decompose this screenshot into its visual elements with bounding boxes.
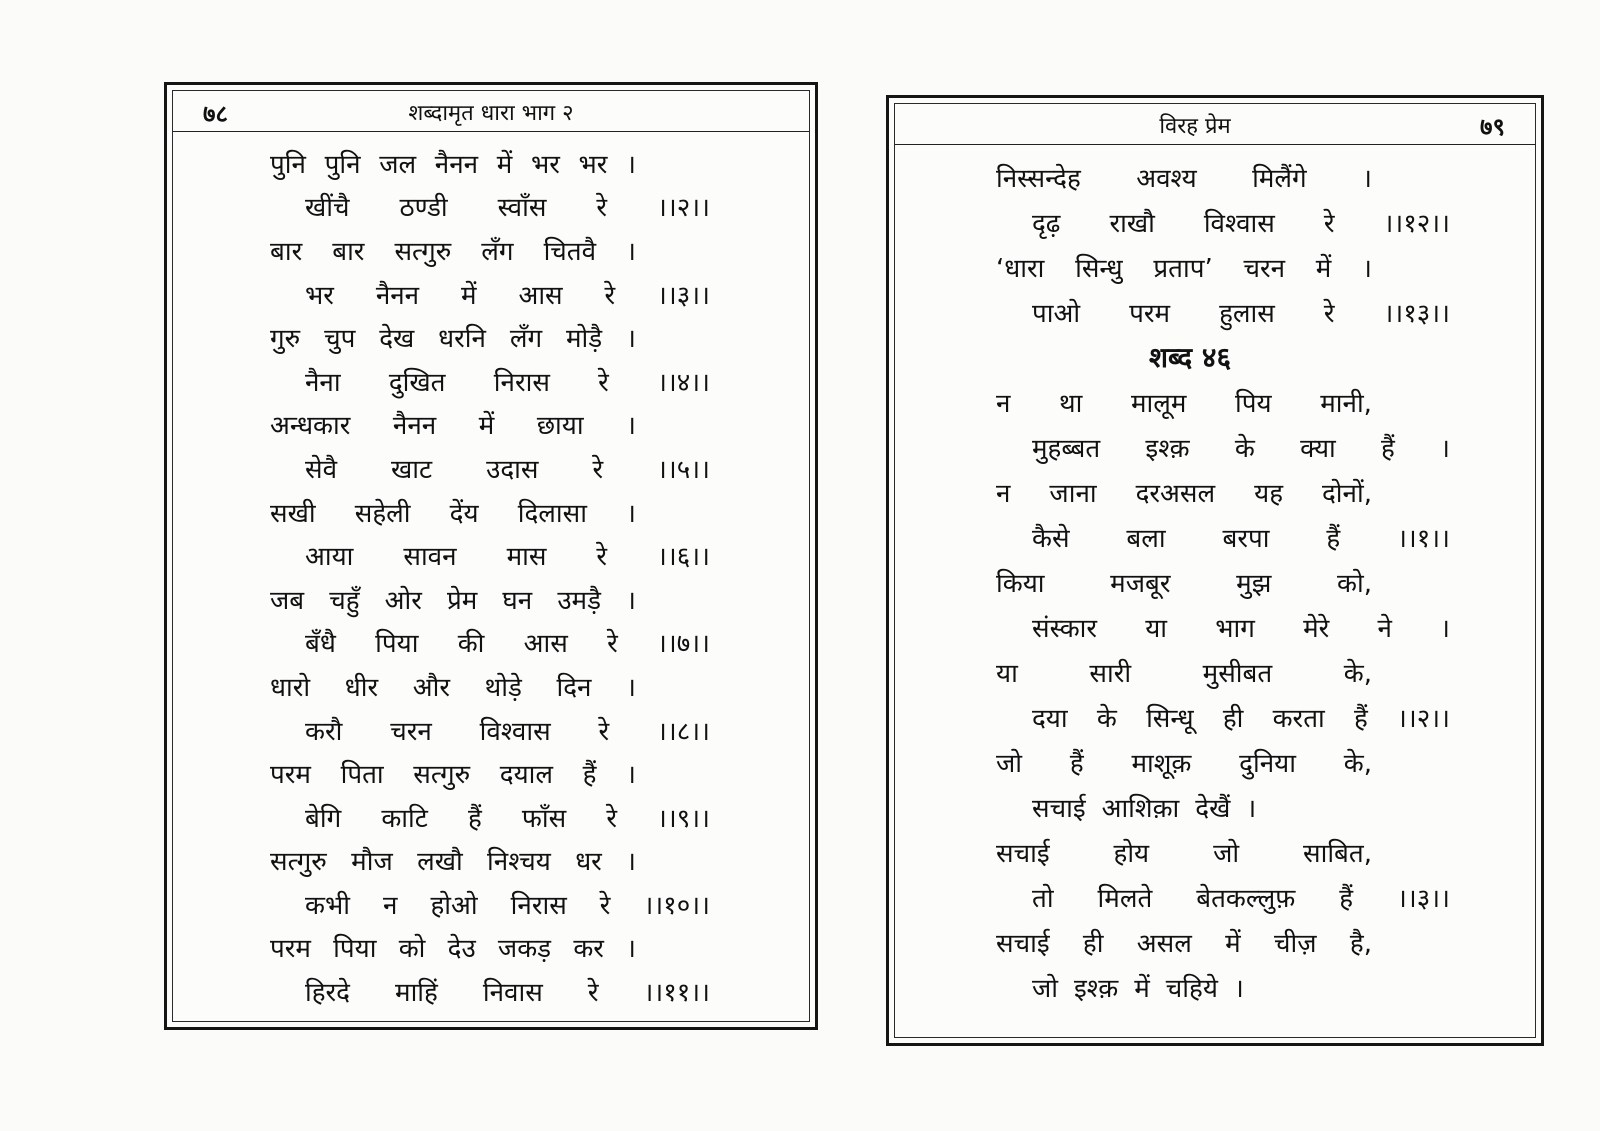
- verse-word: ।: [1246, 793, 1257, 824]
- verse-word: काटि: [381, 803, 428, 834]
- verse-word: जाना: [1049, 478, 1097, 509]
- verse-word: अन्धकार: [270, 411, 351, 442]
- verse-word: सखी: [270, 498, 316, 529]
- verse-word: भर: [305, 280, 334, 311]
- verse-word: ।।९।।: [657, 803, 710, 834]
- verse-word: इश्क़: [1145, 433, 1190, 464]
- verse-word: देखैं: [1195, 793, 1231, 824]
- verse-word: मिलते: [1097, 883, 1153, 914]
- verse-word: को: [398, 934, 426, 965]
- verse-word: लखौ: [417, 847, 463, 878]
- verse-line: [270, 751, 636, 795]
- verse-word: ।।१।।: [1397, 523, 1450, 554]
- verse-word: सत्गुरु: [270, 847, 327, 878]
- verse-line: [305, 882, 710, 926]
- verse-word: यह: [1254, 478, 1283, 509]
- verse-word: मुझ: [1236, 568, 1272, 599]
- verse-word: रे: [604, 280, 616, 311]
- verse-line: [305, 359, 710, 403]
- verse-word: सेवै: [305, 454, 338, 485]
- verse-word: दुखित: [388, 367, 446, 398]
- verse-word: ।: [626, 498, 636, 529]
- verse-word: ।।६।।: [657, 542, 710, 573]
- verse-word: धीर: [344, 672, 379, 703]
- verse-word: रे: [596, 193, 608, 224]
- verse-word: हैं: [1339, 883, 1354, 914]
- right-page-header: [895, 104, 1535, 145]
- left-page: [164, 82, 818, 1030]
- verse-word: जो: [1032, 973, 1059, 1004]
- verse-word: खींचै: [305, 193, 350, 224]
- verse-word: चरन: [390, 716, 432, 747]
- verse-word: मौज: [351, 847, 393, 878]
- verse-word: रे: [592, 454, 604, 485]
- verse-word: रे: [607, 629, 618, 660]
- verse-word: सारी: [1089, 658, 1132, 689]
- verse-word: ।: [1233, 973, 1244, 1004]
- verse-word: नैनन: [434, 149, 479, 180]
- verse-word: चीज़: [1274, 928, 1317, 959]
- verse-word: कैसे: [1032, 523, 1070, 554]
- verse-word: धारो: [270, 672, 311, 703]
- verse-word: दिन: [556, 672, 592, 703]
- verse-word: होओ: [430, 890, 478, 921]
- verse-word: बरपा: [1222, 523, 1270, 554]
- verse-word: आस: [523, 629, 568, 660]
- verse-word: ।: [626, 585, 636, 616]
- verse-word: ठण्डी: [399, 193, 448, 224]
- verse-word: हैं: [1381, 433, 1395, 464]
- verse-word: बँधै: [305, 629, 336, 660]
- verse-word: ।।३।।: [1397, 883, 1450, 914]
- verse-line: [1032, 694, 1450, 739]
- verse-word: दरअसल: [1135, 478, 1216, 509]
- verse-word: असल: [1136, 928, 1192, 959]
- verse-word: ।: [626, 760, 636, 791]
- verse-word: राखौ: [1109, 208, 1155, 239]
- verse-word: को,: [1337, 568, 1372, 599]
- verse-word: न: [383, 890, 398, 921]
- verse-word: रे: [606, 803, 617, 834]
- verse-word: चरन: [1243, 253, 1286, 284]
- verse-word: निस्सन्देह: [996, 163, 1081, 194]
- verse-word: देउ: [447, 934, 476, 965]
- verse-word: माहिं: [395, 978, 438, 1009]
- verse-word: आशिक़ा: [1101, 793, 1180, 824]
- verse-word: ।: [1440, 433, 1450, 464]
- verse-line: [1032, 514, 1450, 559]
- verse-word: में: [478, 411, 495, 442]
- verse-line: [305, 533, 710, 577]
- verse-word: मिलैंगे: [1252, 163, 1307, 194]
- verse-word: दुनिया: [1239, 748, 1296, 779]
- verse-word: दोनों,: [1321, 478, 1372, 509]
- verse-word: हैं: [1069, 748, 1084, 779]
- verse-word: हिरदे: [305, 978, 350, 1009]
- verse-word: ओर: [384, 585, 422, 616]
- verse-word: मेरे: [1303, 613, 1330, 644]
- verse-word: रे: [587, 978, 599, 1009]
- verse-line: [996, 559, 1372, 604]
- verse-word: देंय: [449, 498, 479, 529]
- verse-word: नैना: [305, 367, 341, 398]
- verse-word: ।: [1440, 613, 1450, 644]
- verse-word: संस्कार: [1032, 613, 1098, 644]
- verse-word: नैनन: [392, 411, 437, 442]
- verse-word: चहिये: [1165, 973, 1218, 1004]
- verse-line: [996, 154, 1372, 199]
- verse-line: [996, 649, 1372, 694]
- verse-word: जकड़: [497, 934, 552, 965]
- right-page-number: ७९: [1480, 113, 1505, 141]
- verse-word: ।।५।।: [657, 454, 710, 485]
- verse-word: ।: [626, 149, 636, 180]
- verse-word: सत्गुरु: [413, 760, 471, 791]
- verse-word: जब: [270, 585, 305, 616]
- verse-line: [305, 708, 710, 752]
- verse-word: परम: [270, 760, 311, 791]
- verse-line: [1032, 289, 1450, 334]
- verse-word: सचाई: [996, 838, 1050, 869]
- verse-word: भर: [578, 149, 608, 180]
- right-page-header-title: विरह प्रेम: [1159, 114, 1231, 139]
- verse-line: [1032, 784, 1450, 829]
- verse-line: [305, 185, 710, 229]
- verse-word: ‘धारा: [996, 253, 1045, 284]
- verse-line: [270, 926, 636, 970]
- verse-word: तो: [1032, 883, 1054, 914]
- verse-word: बार: [332, 236, 365, 267]
- verse-word: हैं: [1353, 703, 1368, 734]
- verse-word: शब्द ४६: [1148, 340, 1232, 374]
- verse-word: या: [1145, 613, 1168, 644]
- verse-word: रे: [598, 716, 610, 747]
- verse-word: बेगि: [305, 803, 342, 834]
- verse-word: पुनि: [324, 149, 361, 180]
- verse-word: सिन्धु: [1075, 253, 1123, 284]
- verse-word: मालूम: [1130, 388, 1187, 419]
- verse-word: विश्वास: [1203, 208, 1275, 239]
- verse-word: पिया: [333, 934, 377, 965]
- verse-line: [996, 469, 1372, 514]
- verse-word: स्वाँस: [497, 193, 547, 224]
- verse-line: [305, 446, 710, 490]
- verse-line: [305, 969, 710, 1013]
- verse-word: ।।२।।: [1397, 703, 1450, 734]
- verse-line: [996, 739, 1372, 784]
- verse-word: सहेली: [354, 498, 411, 529]
- verse-word: क्या: [1300, 433, 1336, 464]
- verse-word: धरनि: [438, 324, 486, 355]
- verse-word: पिता: [340, 760, 384, 791]
- verse-word: अवश्य: [1136, 163, 1197, 194]
- verse-word: सचाई: [996, 928, 1050, 959]
- verse-word: जल: [379, 149, 417, 180]
- verse-line: [270, 490, 636, 534]
- verse-line: [305, 621, 710, 665]
- verse-word: किया: [996, 568, 1045, 599]
- verse-word: रे: [598, 367, 609, 398]
- verse-word: ।: [626, 672, 636, 703]
- verse-word: ।: [626, 236, 636, 267]
- verse-word: के,: [1343, 658, 1372, 689]
- verse-word: रे: [1323, 208, 1335, 239]
- verse-word: हैं: [582, 760, 597, 791]
- verse-line: [1032, 424, 1450, 469]
- verse-word: लँग: [509, 324, 543, 355]
- verse-line: [305, 795, 710, 839]
- verse-word: पुनि: [270, 149, 306, 180]
- verse-word: बार: [270, 236, 303, 267]
- verse-line: [270, 664, 636, 708]
- verse-word: ।।१२।।: [1383, 208, 1450, 239]
- verse-word: में: [1315, 253, 1332, 284]
- verse-word: न: [996, 478, 1011, 509]
- verse-word: साबित,: [1303, 838, 1372, 869]
- verse-word: में: [496, 149, 513, 180]
- verse-word: जो: [1213, 838, 1240, 869]
- verse-line: [270, 315, 636, 359]
- verse-line: [1032, 199, 1450, 244]
- verse-word: चहुँ: [329, 585, 360, 616]
- verse-line: [996, 829, 1372, 874]
- verse-word: बला: [1126, 523, 1166, 554]
- verse-word: मुसीबत: [1202, 658, 1273, 689]
- verse-word: चितवै: [543, 236, 597, 267]
- verse-word: दया: [1032, 703, 1068, 734]
- verse-word: ।: [626, 411, 636, 442]
- verse-word: सिन्धू: [1146, 703, 1194, 734]
- verse-word: मानी,: [1320, 388, 1372, 419]
- verse-word: या: [996, 658, 1018, 689]
- verse-word: कर: [573, 934, 604, 965]
- verse-word: दृढ़: [1032, 208, 1061, 239]
- verse-word: मजबूर: [1110, 568, 1171, 599]
- verse-word: न: [996, 388, 1011, 419]
- verse-word: जो: [996, 748, 1023, 779]
- verse-word: ।: [626, 324, 636, 355]
- right-page: [886, 95, 1544, 1046]
- verse-word: ने: [1377, 613, 1392, 644]
- verse-line: [270, 577, 636, 621]
- verse-word: लँग: [481, 236, 514, 267]
- verse-word: सचाई: [1032, 793, 1086, 824]
- verse-line: [996, 919, 1372, 964]
- verse-line: [1032, 874, 1450, 919]
- verse-word: ।।२।।: [657, 193, 710, 224]
- verse-word: मास: [506, 542, 547, 573]
- verse-word: के: [1234, 433, 1255, 464]
- verse-line: [1032, 604, 1450, 649]
- verse-word: इश्क़: [1074, 973, 1119, 1004]
- left-page-number: ७८: [203, 100, 228, 128]
- verse-word: सत्गुरु: [394, 236, 452, 267]
- verse-word: हुलास: [1219, 298, 1275, 329]
- verse-word: दिलासा: [517, 498, 587, 529]
- right-verse-lines: [889, 154, 1541, 1009]
- verse-word: घन: [502, 585, 533, 616]
- verse-word: ही: [1222, 703, 1244, 734]
- verse-line: [270, 839, 636, 883]
- verse-word: करता: [1272, 703, 1325, 734]
- left-page-header: [173, 91, 809, 132]
- left-verse-lines: [167, 141, 815, 1013]
- verse-word: बेतकल्लुफ़: [1196, 883, 1296, 914]
- verse-word: आस: [518, 280, 563, 311]
- verse-line: [996, 379, 1372, 424]
- verse-word: प्रेम: [446, 585, 478, 616]
- verse-word: होय: [1113, 838, 1150, 869]
- verse-word: विश्वास: [479, 716, 551, 747]
- verse-word: ही: [1082, 928, 1104, 959]
- verse-word: में: [461, 280, 477, 311]
- verse-word: भर: [530, 149, 560, 180]
- verse-word: निश्चय: [487, 847, 551, 878]
- verse-word: ।: [626, 934, 636, 965]
- verse-line: [270, 228, 636, 272]
- verse-word: ।।१३।।: [1383, 298, 1450, 329]
- verse-word: ।।१०।।: [643, 890, 710, 921]
- verse-word: है,: [1349, 928, 1372, 959]
- verse-word: थोड़े: [484, 672, 522, 703]
- verse-word: परम: [270, 934, 311, 965]
- verse-word: की: [457, 629, 485, 660]
- verse-word: सावन: [403, 542, 457, 573]
- verse-word: ।: [1362, 163, 1372, 194]
- left-page-header-title: शब्दामृत धारा भाग २: [408, 101, 574, 126]
- verse-word: धर: [575, 847, 602, 878]
- verse-word: परम: [1129, 298, 1171, 329]
- verse-word: रे: [599, 890, 611, 921]
- verse-word: रे: [1323, 298, 1335, 329]
- verse-word: में: [1225, 928, 1241, 959]
- verse-line: [1032, 964, 1450, 1009]
- verse-word: नैनन: [375, 280, 420, 311]
- verse-word: मुहब्बत: [1032, 433, 1101, 464]
- verse-line: [996, 244, 1372, 289]
- verse-word: माशूक़: [1131, 748, 1192, 779]
- verse-word: पिय: [1235, 388, 1272, 419]
- verse-word: गुरु: [270, 324, 301, 355]
- verse-word: निवास: [482, 978, 543, 1009]
- verse-word: दयाल: [499, 760, 554, 791]
- verse-word: ।।४।।: [657, 367, 710, 398]
- verse-word: कभी: [305, 890, 350, 921]
- verse-word: उदास: [486, 454, 539, 485]
- verse-word: पाओ: [1032, 298, 1081, 329]
- verse-word: और: [412, 672, 450, 703]
- verse-word: करौ: [305, 716, 343, 747]
- section-heading: [889, 334, 1491, 379]
- verse-word: फाँस: [521, 803, 567, 834]
- verse-word: के: [1096, 703, 1117, 734]
- verse-word: ।।८।।: [657, 716, 710, 747]
- verse-word: ।।३।।: [657, 280, 710, 311]
- verse-word: पिया: [375, 629, 419, 660]
- verse-word: निरास: [493, 367, 550, 398]
- verse-line: [270, 403, 636, 447]
- verse-word: चुप: [324, 324, 356, 355]
- verse-word: में: [1134, 973, 1150, 1004]
- verse-word: ।: [626, 847, 636, 878]
- verse-line: [305, 272, 710, 316]
- verse-word: था: [1059, 388, 1083, 419]
- verse-word: के,: [1343, 748, 1372, 779]
- verse-word: प्रताप’: [1153, 253, 1213, 284]
- verse-word: निरास: [510, 890, 567, 921]
- verse-word: आया: [305, 542, 354, 573]
- verse-word: ।: [1362, 253, 1372, 284]
- verse-word: रे: [596, 542, 608, 573]
- verse-word: ।।११।।: [643, 978, 710, 1009]
- verse-word: भाग: [1215, 613, 1255, 644]
- verse-line: [270, 141, 636, 185]
- verse-word: मोड़ै: [566, 324, 603, 355]
- verse-word: छाया: [536, 411, 584, 442]
- verse-word: हैं: [467, 803, 482, 834]
- verse-word: ।।७।।: [657, 629, 710, 660]
- verse-word: हैं: [1326, 523, 1341, 554]
- verse-word: उमड़ै: [557, 585, 602, 616]
- verse-word: देख: [379, 324, 415, 355]
- verse-word: खाट: [391, 454, 433, 485]
